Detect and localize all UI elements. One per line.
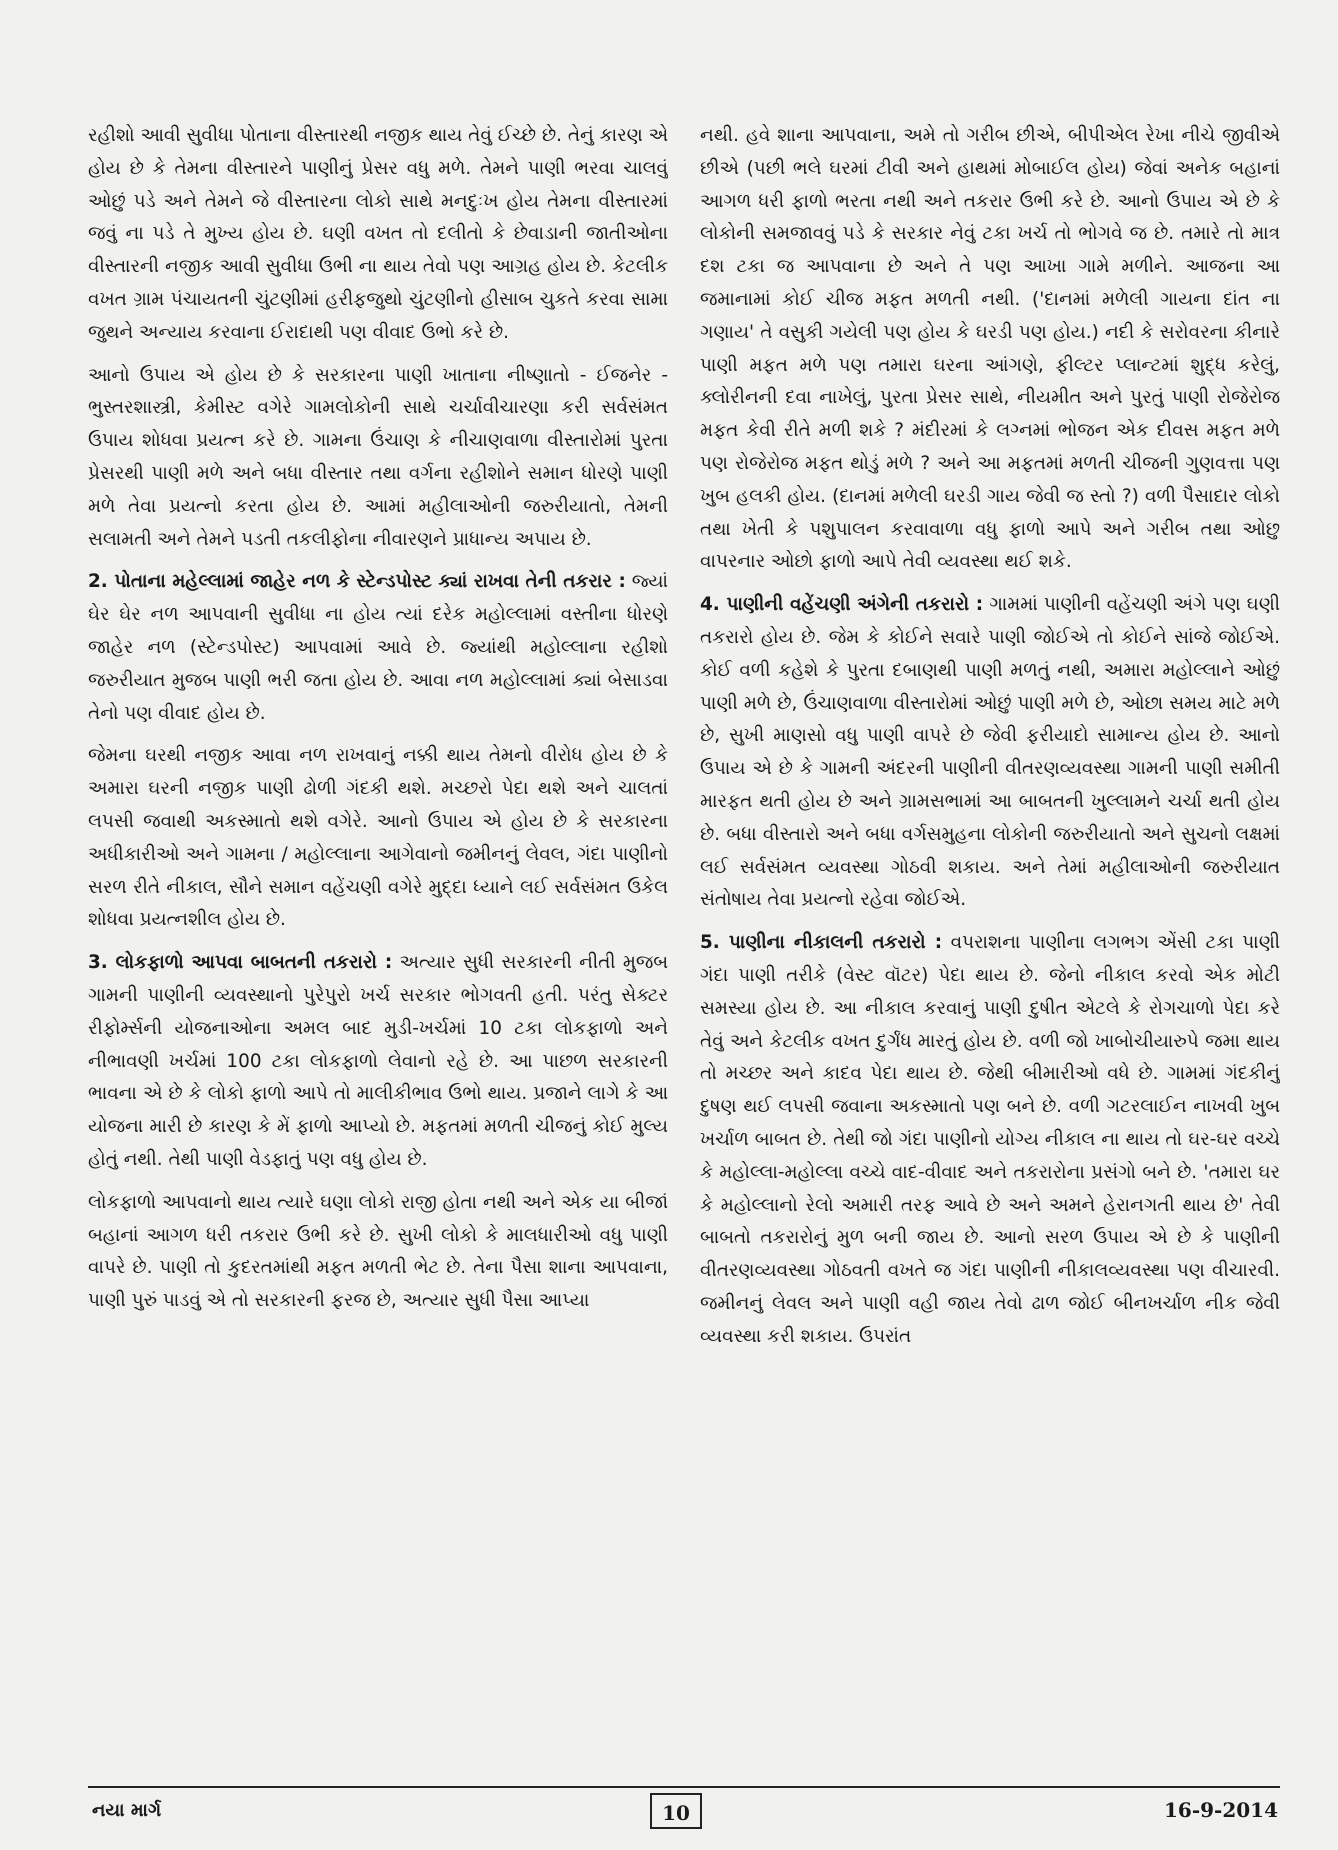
paragraph [88,947,668,1177]
right-column [700,120,1280,1745]
paragraph-text: રહીશો આવી સુવીધા પોતાના વીસ્તારથી નજીક થાય તેવું ઈચ્છે છે. તેનું કારણ એ હોય છે કે તેમના વીસ્તારને પાણીનું પ્રેસર વધુ મળે. તેમને પાણી ભરવા ચાલવું ઓછું પડે અને તેમને જે વીસ્તારના લોકો સાથે મનદુઃખ હોય તેમના વીસ્તારમાં જવું ના પડે તે મુખ્ય હોય છે. ઘણી વખત તો દલીતો કે છેવાડાની જાતીઓના વીસ્તારની નજીક આવી સુવીધા ઉભી ના થાય તેવો પણ આગ્રહ હોય છે. કેટલીક વખત ગ્રામ પંચાયતની ચુંટણીમાં હરીફજુથો ચુંટણીનો હીસાબ ચુકતે કરવા સામા જુથને અન્યાય કરવાના ઈરાદાથી પણ વીવાદ ઉભો કરે છે. [88,125,668,343]
paragraph [88,360,668,557]
paragraph [88,740,668,937]
publication-name: નયા માર્ગ [92,1800,162,1821]
paragraph [700,927,1280,1353]
article-body [88,120,1280,1745]
paragraph [88,120,668,350]
page-number: 10 [650,1793,702,1829]
paragraph-text: લોકફાળો આપવાનો થાય ત્યારે ઘણા લોકો રાજી હોતા નથી અને એક યા બીજાં બહાનાં આગળ ધરી તકરાર ઉભી કરે છે. સુખી લોકો કે માલધારીઓ વધુ પાણી વાપરે છે. પાણી તો કુદરતમાંથી મફત મળતી ભેટ છે. તેના પૈસા શાના આપવાના, પાણી પુરું પાડવું એ તો સરકારની ફરજ છે, અત્યાર સુધી પૈસા આપ્યા [88,1191,668,1312]
section-heading: 4. પાણીની વહેંચણી અંગેની તકરારો : [700,594,984,616]
paragraph-text: નથી. હવે શાના આપવાના, અમે તો ગરીબ છીએ, બીપીએલ રેખા નીચે જીવીએ છીએ (પછી ભલે ઘરમાં ટીવી અને હાથમાં મોબાઈલ હોય) જેવાં અનેક બહાનાં આગળ ધરી ફાળો ભરતા નથી અને તકરાર ઉભી કરે છે. આનો ઉપાય એ છે કે લોકોની સમજાવવું પડે કે સરકાર નેવું ટકા ખર્ચ તો ભોગવે જ છે. તમારે તો માત્ર દશ ટકા જ આપવાના છે અને તે પણ આખા ગામે મળીને. આજના આ જમાનામાં કોઈ ચીજ મફત મળતી નથી. ('દાનમાં મળેલી ગાયના દાંત ના ગણાય' તે વસુકી ગયેલી પણ હોય કે ઘરડી પણ હોય.) નદી કે સરોવરના કીનારે પાણી મફત મળે પણ તમારા ઘરના આંગણે, ફીલ્ટર પ્લાન્ટમાં શુદ્ધ કરેલું, ક્લોરીનની દવા નાખેલું, પુરતા પ્રેસર સાથે, નીયમીત અને પુરતું પાણી રોજેરોજ મફત કેવી રીતે મળી શકે ? મંદીરમાં કે લગ્નમાં ભોજન એક દીવસ મફત મળે પણ રોજેરોજ મફત થોડું મળે ? અને આ મફતમાં મળતી ચીજની ગુણવત્તા પણ ખુબ હલકી હોય. (દાનમાં મળેલી ઘરડી ગાય જેવી જ સ્તો ?) વળી પૈસાદાર લોકો તથા ખેતી કે પશુપાલન કરવાવાળા વધુ ફાળો આપે અને ગરીબ તથા ઓછુ વાપરનાર ઓછો ફાળો આપે તેવી વ્યવસ્થા થઈ શકે. [700,125,1280,573]
paragraph-text: આનો ઉપાય એ હોય છે કે સરકારના પાણી ખાતાના નીષ્ણાતો - ઈજનેર - ભુસ્તરશાસ્ત્રી, કેમીસ્ટ વગેરે ગામલોકોની સાથે ચર્ચાવીચારણા કરી સર્વસંમત ઉપાય શોધવા પ્રયત્ન કરે છે. ગામના ઉંચાણ કે નીચાણવાળા વીસ્તારોમાં પુરતા પ્રેસરથી પાણી મળે અને બધા વીસ્તાર તથા વર્ગના રહીશોને સમાન ધોરણે પાણી મળે તેવા પ્રયત્નો કરતા હોય છે. આમાં મહીલાઓની જરુરીયાતો, તેમની સલામતી અને તેમને પડતી તકલીફોના નીવારણને પ્રાધાન્ય અપાય છે. [88,364,668,550]
section-heading: 2. પોતાના મહેલ્લામાં જાહેર નળ કે સ્ટેન્ડપોસ્ટ ક્યાં રાખવા તેની તકરાર : [88,571,626,593]
section-heading: 5. પાણીના નીકાલની તકરારો : [700,932,943,954]
paragraph-text: વપરાશના પાણીના લગભગ એંસી ટકા પાણી ગંદા પાણી તરીકે (વેસ્ટ વૉટર) પેદા થાય છે. જેનો નીકાલ કરવો એક મોટી સમસ્યા હોય છે. આ નીકાલ કરવાનું પાણી દુષીત એટલે કે રોગચાળો પેદા કરે તેવું અને કેટલીક વખત દુર્ગંધ મારતું હોય છે. વળી જો ખાબોચીયારુપે જમા થાય તો મચ્છર અને કાદવ પેદા થાય છે. જેથી બીમારીઓ વધે છે. ગામમાં ગંદકીનું દુષણ થઈ લપસી જવાના અકસ્માતો પણ બને છે. વળી ગટરલાઈન નાખવી ખુબ ખર્ચાળ બાબત છે. તેથી જો ગંદા પાણીનો યોગ્ય નીકાલ ના થાય તો ઘર-ઘર વચ્ચે કે મહોલ્લા-મહોલ્લા વચ્ચે વાદ-વીવાદ અને તકરારોના પ્રસંગો બને છે. 'તમારા ઘર કે મહોલ્લાનો રેલો અમારી તરફ આવે છે અને અમને હેરાનગતી થાય છે' તેવી બાબતો તકરારોનું મુળ બની જાય છે. આનો સરળ ઉપાય એ છે કે પાણીની વીતરણવ્યવસ્થા ગોઠવતી વખતે જ ગંદા પાણીની નીકાલવ્યવસ્થા પણ વીચારવી. જમીનનું લેવલ અને પાણી વહી જાય તેવો ઢાળ જોઈ બીનખર્ચાળ નીક જેવી વ્યવસ્થા કરી શકાય. ઉપરાંત [700,932,1280,1347]
paragraph-text: અત્યાર સુધી સરકારની નીતી મુજબ ગામની પાણીની વ્યવસ્થાનો પુરેપુરો ખર્ચ સરકાર ભોગવતી હતી. પરંતુ સેક્ટર રીફોર્મ્સની યોજનાઓના અમલ બાદ મુડી-ખર્ચમાં 10 ટકા લોકફાળો અને નીભાવણી ખર્ચમાં 100 ટકા લોકફાળો લેવાનો રહે છે. આ પાછળ સરકારની ભાવના એ છે કે લોકો ફાળો આપે તો માલીકીભાવ ઉભો થાય. પ્રજાને લાગે કે આ યોજના મારી છે કારણ કે મેં ફાળો આપ્યો છે. મફતમાં મળતી ચીજનું કોઈ મુલ્ય હોતું નથી. તેથી પાણી વેડફાતું પણ વધુ હોય છે. [88,952,668,1170]
paragraph [88,566,668,730]
paragraph [700,120,1280,579]
paragraph-text: જ્યાં ઘેર ઘેર નળ આપવાની સુવીધા ના હોય ત્યાં દરેક મહોલ્લામાં વસ્તીના ધોરણે જાહેર નળ (સ્ટેન્ડપોસ્ટ) આપવામાં આવે છે. જ્યાંથી મહોલ્લાના રહીશો જરુરીયાત મુજબ પાણી ભરી જતા હોય છે. આવા નળ મહોલ્લામાં ક્યાં બેસાડવા તેનો પણ વીવાદ હોય છે. [88,571,668,724]
paragraph [700,589,1280,917]
paragraph [88,1187,668,1318]
section-heading: 3. લોકફાળો આપવા બાબતની તકરારો : [88,952,393,974]
paragraph-text: જેમના ઘરથી નજીક આવા નળ રાખવાનું નક્કી થાય તેમનો વીરોધ હોય છે કે અમારા ઘરની નજીક પાણી ઢોળી ગંદકી થશે. મચ્છરો પેદા થશે અને ચાલતાં લપસી જવાથી અકસ્માતો થશે વગેરે. આનો ઉપાય એ હોય છે કે સરકારના અધીકારીઓ અને ગામના / મહોલ્લાના આગેવાનો જમીનનું લેવલ, ગંદા પાણીનો સરળ રીતે નીકાલ, સૌને સમાન વહેંચણી વગેરે મુદ્દા ધ્યાને લઈ સર્વસંમત ઉકેલ શોધવા પ્રયત્નશીલ હોય છે. [88,745,668,931]
issue-date: 16-9-2014 [1163,1798,1278,1822]
left-column [88,120,668,1745]
footer-divider [88,1786,1280,1788]
paragraph-text: ગામમાં પાણીની વહેંચણી અંગે પણ ઘણી તકરારો હોય છે. જેમ કે કોઈને સવારે પાણી જોઈએ તો કોઈને સાંજે જોઈએ. કોઈ વળી કહેશે કે પુરતા દબાણથી પાણી મળતું નથી, અમારા મહોલ્લાને ઓછું પાણી મળે છે, ઉંચાણવાળા વીસ્તારોમાં ઓછું પાણી મળે છે, ઓછા સમય માટે મળે છે, સુખી માણસો વધુ પાણી વાપરે છે જેવી ફરીયાદો સામાન્ય હોય છે. આનો ઉપાય એ છે કે ગામની અંદરની પાણીની વીતરણવ્યવસ્થા ગામની પાણી સમીતી મારફત થતી હોય છે અને ગ્રામસભામાં આ બાબતની ખુલ્લામને ચર્ચા થતી હોય છે. બધા વીસ્તારો અને બધા વર્ગસમુહના લોકોની જરુરીયાતો અને સુચનો લક્ષમાં લઈ સર્વસંમત વ્યવસ્થા ગોઠવી શકાય. અને તેમાં મહીલાઓની જરુરીયાત સંતોષાય તેવા પ્રયત્નો રહેવા જોઈએ. [700,594,1280,911]
